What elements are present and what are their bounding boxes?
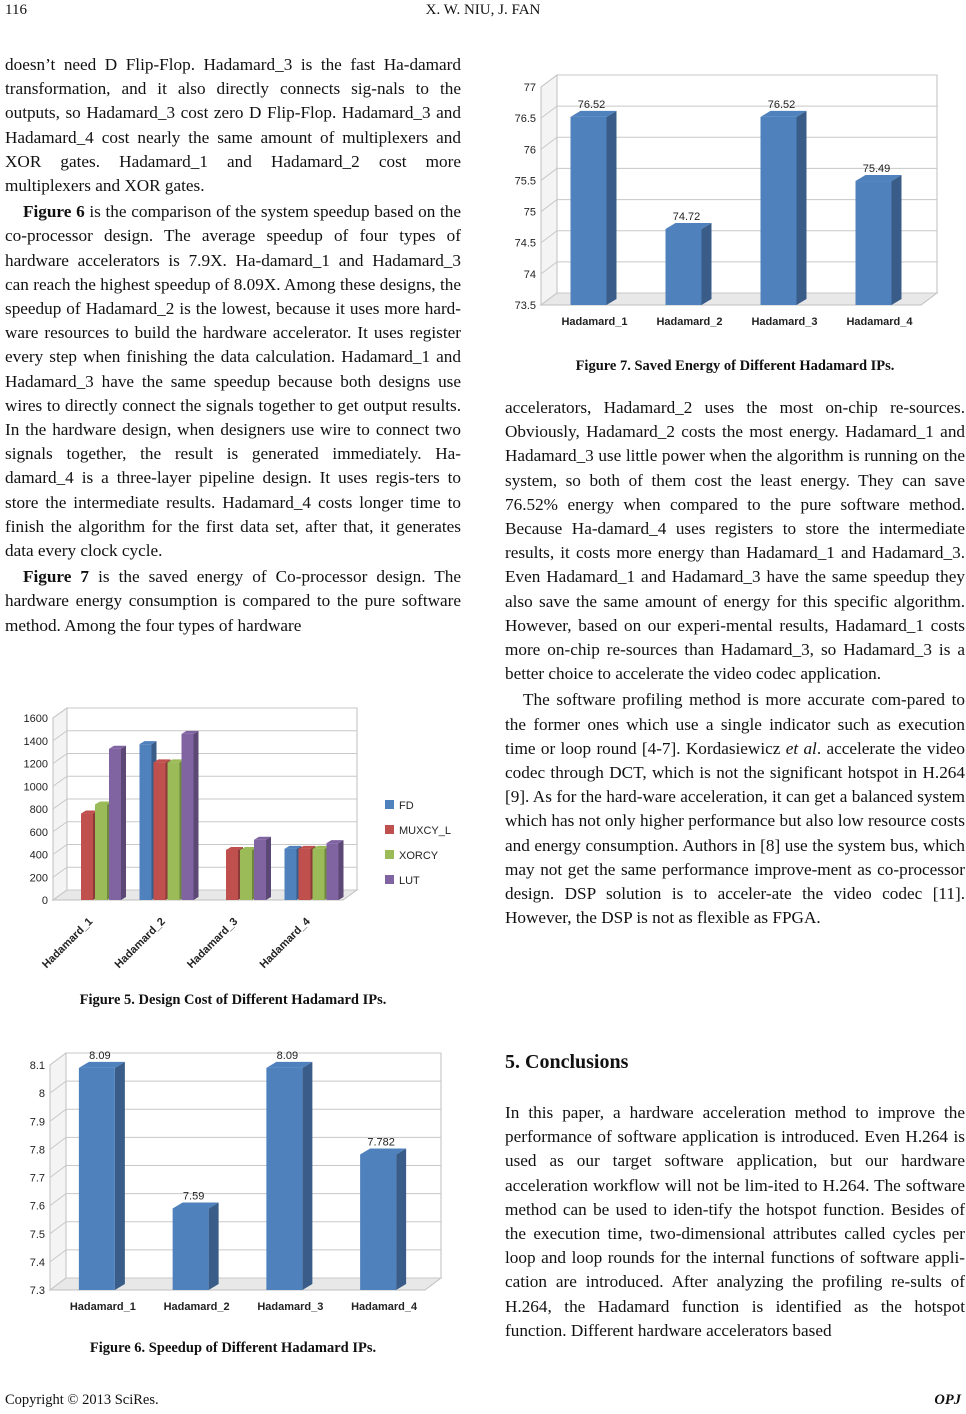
y-tick-label: 74 — [523, 268, 536, 281]
data-label: 8.09 — [89, 1049, 111, 1062]
right-column-text — [505, 396, 965, 930]
left-column-text — [5, 53, 461, 638]
x-tick-label: Hadamard_3 — [751, 316, 818, 328]
bar-side — [115, 1062, 125, 1290]
y-tick-label: 0 — [41, 895, 48, 907]
legend-label: LUT — [399, 875, 420, 887]
page-number: 116 — [5, 2, 27, 18]
y-tick-label: 7.5 — [30, 1228, 45, 1241]
y-tick-label: 73.5 — [514, 300, 536, 312]
bar — [571, 117, 607, 305]
bar — [254, 840, 266, 900]
y-tick-label: 400 — [29, 849, 48, 862]
y-tick-label: 7.8 — [30, 1144, 45, 1157]
bar-side — [396, 1148, 406, 1290]
figure-7-chart — [505, 55, 965, 340]
y-tick-label: 76 — [523, 144, 536, 157]
figure-5-chart — [5, 700, 461, 982]
bar — [299, 849, 311, 900]
y-tick-label: 1000 — [23, 781, 48, 794]
paragraph: Figure 6 is the comparison of the system speedup based on the co-processor design. The average speedup of four types of hardware accelerators is 7.9X. Ha-damard_1 and Hadamard_3 can reach the highest speedup of 8.09X. Among these designs, the speedup of Hadamard_2 is the lowest, because it uses more hard-ware resources to build the hardware accelerator. It uses register every step when finishing the data calculation. Hadamard_1 and Hadamard_3 have the same speedup because both designs use wires to directly connect the signals together to get output results. In the hardware design, when designers use wire to connect two signals together, the result is generated immediately. Ha-damard_4 is a three-layer pipeline design. It uses regis-ters to store the intermediate results. Hadamard_4 costs longer time to finish the algorithm for the first data set, after that, it generates data every clock cycle. — [5, 202, 461, 561]
y-tick-label: 1600 — [23, 713, 48, 725]
y-tick-label: 7.3 — [30, 1285, 45, 1297]
y-tick-label: 75.5 — [514, 175, 536, 188]
data-label: 74.72 — [672, 211, 701, 224]
y-tick-label: 7.7 — [30, 1172, 45, 1185]
bar — [168, 762, 180, 900]
conclusions-text — [505, 1101, 965, 1343]
legend-label: XORCY — [399, 850, 439, 862]
x-tick-label: Hadamard_1 — [69, 1301, 136, 1313]
bar — [154, 762, 166, 900]
running-header-authors: X. W. NIU, J. FAN — [425, 2, 541, 18]
figure-7-caption: Figure 7. Saved Energy of Different Hadamard IPs. — [575, 358, 895, 374]
bar — [313, 849, 325, 900]
bar — [360, 1154, 396, 1290]
paragraph: In this paper, a hardware acceleration method to improve the performance of software application is introduced. Even H.264 is used as our target software application, but our hardware acceleration workflow will not be lim-ited to H.264. The software method can be used to iden-tify the hotspot function. Besides of the execution time, two-dimensional attributes called cycles per loop and loop rounds for the internal functions of software appli-cation are introduced. After analyzing the profiling re-sults of H.264, the Hadamard function is identified as the hotspot function. Different hardware accelerators based — [505, 1103, 965, 1340]
legend-label: FD — [399, 800, 414, 812]
x-tick-label: Hadamard_1 — [561, 316, 628, 328]
bar-side — [702, 223, 712, 305]
bar — [856, 181, 892, 305]
x-tick-label: Hadamard_2 — [656, 316, 723, 328]
y-tick-label: 200 — [29, 872, 48, 885]
y-tick-label: 1400 — [23, 735, 48, 748]
y-tick-label: 76.5 — [514, 113, 536, 126]
y-tick-label: 74.5 — [514, 237, 536, 250]
bar — [285, 849, 297, 900]
bar — [95, 804, 107, 900]
y-tick-label: 8 — [38, 1088, 45, 1101]
legend-swatch — [385, 875, 394, 884]
figure-6-chart — [30, 1040, 455, 1326]
figure-6-caption: Figure 6. Speedup of Different Hadamard IPs. — [89, 1340, 377, 1356]
paragraph: Figure 7 is the saved energy of Co-processor design. The hardware energy consumption is compared to the pure software method. Among the four types of hardware — [5, 567, 461, 635]
legend-label: MUXCY_L — [399, 825, 451, 837]
bar-side — [607, 111, 617, 305]
x-tick-label: Hadamard_4 — [846, 316, 913, 328]
bar — [266, 1068, 302, 1290]
bar — [182, 734, 194, 900]
x-tick-label: Hadamard_2 — [112, 915, 168, 971]
x-tick-label: Hadamard_4 — [351, 1301, 418, 1313]
x-tick-label: Hadamard_2 — [163, 1301, 230, 1313]
paragraph: accelerators, Hadamard_2 uses the most on-chip re-sources. Obviously, Hadamard_2 costs the most energy. Hadamard_1 and Hadamard_3 use little power when the algorithm is running on the system, so both of them cost the least energy. They can save 76.52% energy when compared to the pure software method. Because Ha-damard_4 uses registers to store the intermediate results, it costs more energy than Hadamard_1 and Hadamard_3. Even Hadamard_1 and Hadamard_3 have the same speedup they also save the same amount of energy for this specific algorithm. However, based on our experi-mental results, Hadamard_1 costs more on-chip re-sources than Hadamard_3, so Hadamard_3 is a better choice to accelerate the video codec application. — [505, 398, 965, 684]
y-tick-label: 75 — [523, 206, 536, 219]
y-tick-label: 77 — [523, 82, 536, 94]
plot-side-wall — [541, 75, 557, 305]
data-label: 76.52 — [577, 98, 606, 111]
bar — [666, 229, 702, 305]
bar-side — [266, 837, 271, 900]
bar — [761, 117, 797, 305]
bar — [140, 744, 152, 900]
y-tick-label: 7.9 — [30, 1116, 45, 1129]
bar — [109, 749, 121, 900]
y-tick-label: 7.4 — [30, 1256, 45, 1269]
bar-side — [194, 731, 199, 900]
legend-swatch — [385, 825, 394, 834]
bar — [327, 843, 339, 900]
data-label: 7.782 — [367, 1136, 395, 1149]
y-tick-label: 1200 — [23, 758, 48, 771]
footer-journal: OPJ — [934, 1392, 961, 1408]
data-label: 7.59 — [182, 1190, 205, 1203]
bar-side — [339, 840, 344, 900]
y-tick-label: 600 — [29, 826, 48, 839]
bar-side — [302, 1062, 312, 1290]
x-tick-label: Hadamard_3 — [257, 1301, 324, 1313]
x-tick-label: Hadamard_1 — [40, 915, 96, 971]
paragraph: The software profiling method is more accurate com-pared to the former ones which use a single indicator such as execution time or loop round [4-7]. Kordasiewicz et al. accelerate the video codec through DCT, which is not the significant hotspot in H.264 [9]. As for the hard-ware acceleration, it can get a balanced system which has not only higher performance but also low resource costs and energy consumption. Authors in [8] use the system bus, which may not get the same performance improve-ment as co-processor design. DSP solution is to acceler-ate the video codec [11]. However, the DSP is not as flexible as FPGA. — [505, 690, 965, 928]
bar — [79, 1068, 115, 1290]
y-tick-label: 7.6 — [30, 1200, 45, 1213]
data-label: 76.52 — [767, 98, 796, 111]
y-tick-label: 800 — [29, 804, 48, 816]
bar-side — [209, 1202, 219, 1290]
bar — [240, 850, 252, 900]
legend-swatch — [385, 800, 394, 809]
data-label: 8.09 — [276, 1049, 299, 1062]
bar — [226, 850, 238, 900]
bar — [81, 814, 93, 900]
figure-reference: Figure 6 — [23, 202, 85, 222]
figure-reference: Figure 7 — [23, 567, 90, 587]
footer-copyright: Copyright © 2013 SciRes. — [5, 1392, 159, 1408]
x-tick-label: Hadamard_3 — [185, 915, 241, 971]
italic-text: et al — [785, 738, 817, 758]
x-tick-label: Hadamard_4 — [257, 915, 313, 971]
bar-side — [797, 111, 807, 305]
section-heading: 5. Conclusions — [505, 1051, 629, 1073]
bar-side — [892, 175, 902, 305]
bar-side — [121, 746, 126, 900]
figure-5-caption: Figure 5. Design Cost of Different Hadamard IPs. — [79, 992, 387, 1008]
bar — [173, 1208, 209, 1290]
paragraph: doesn’t need D Flip-Flop. Hadamard_3 is the fast Ha-damard transformation, and it also directly connects sig-nals to the outputs, so Hadamard_3 cost zero D Flip-Flop. Hadamard_3 and Hadamard_4 cost nearly the same amount of multiplexers and XOR gates. Hadamard_1 and Hadamard_2 cost more multiplexers and XOR gates. — [5, 55, 461, 196]
legend-swatch — [385, 850, 394, 859]
data-label: 75.49 — [862, 163, 891, 176]
y-tick-label: 8.1 — [30, 1060, 45, 1072]
